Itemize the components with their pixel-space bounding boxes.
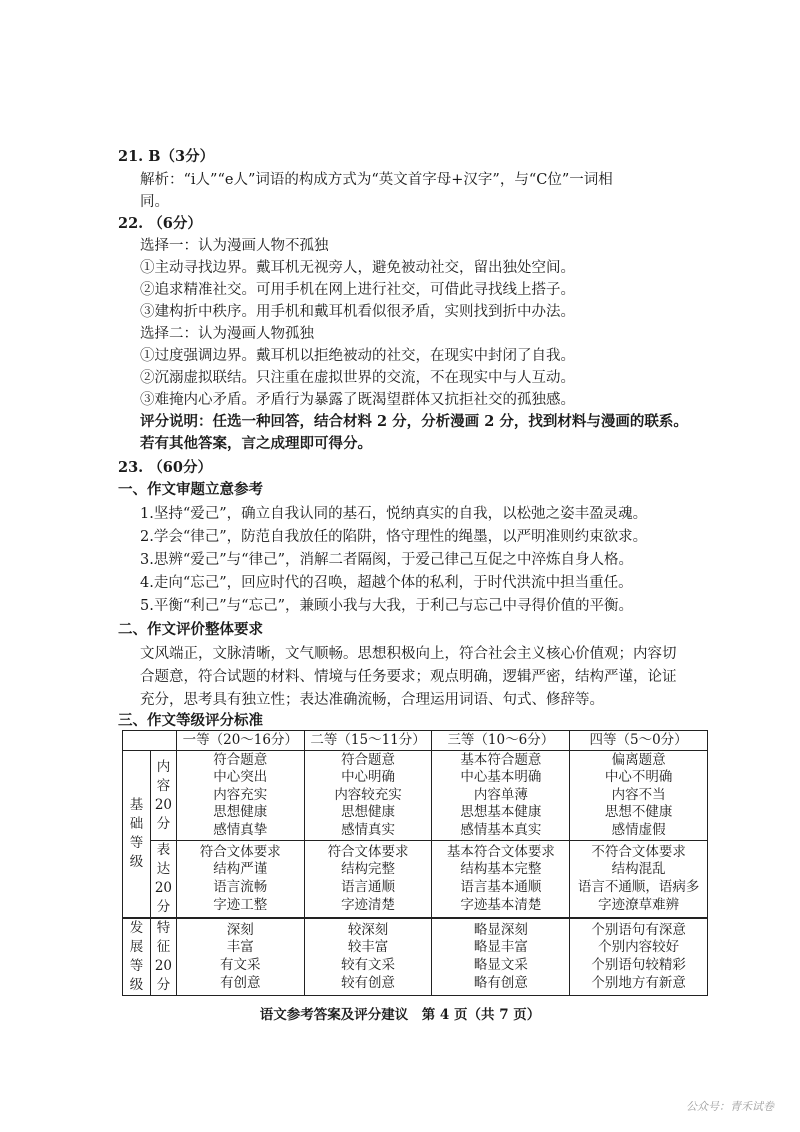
row-label-expression: 表 达 20 分 xyxy=(150,841,176,919)
table-cell: 符合文体要求 结构严谨 语言流畅 字迹工整 xyxy=(176,841,304,919)
table-cell: 基本符合文体要求 结构基本完整 语言基本通顺 字迹基本清楚 xyxy=(432,841,570,919)
table-cell: 略显深刻 略显丰富 略显文采 略有创意 xyxy=(432,918,570,996)
grading-table xyxy=(122,730,708,996)
table-row-expression xyxy=(123,841,708,919)
watermark-text: 公众号：青禾试卷 xyxy=(686,1100,774,1113)
section1-item: 2.学会“律己”，防范自我放任的陷阱，恪守理性的绳墨，以严明准则约束欲求。 xyxy=(140,529,648,545)
table-row-content xyxy=(123,751,708,841)
section1-item: 1.坚持“爱己”，确立自我认同的基石，悦纳真实的自我，以松弛之姿丰盈灵魂。 xyxy=(140,506,648,522)
row-label-content: 内 容 20 分 xyxy=(150,751,176,841)
group-label-development: 发 展 等 级 xyxy=(123,918,151,996)
page-footer: 语文参考答案及评分建议 第 4 页（共 7 页） xyxy=(259,1007,541,1023)
header-grade-4: 四等（5～0分） xyxy=(570,731,708,751)
section1-item: 3.思辨“爱己”与“律己”，消解二者隔阂，于爱己律己互促之中淬炼自身人格。 xyxy=(140,552,633,568)
section2-line: 合题意，符合试题的材料、情境与任务要求；观点明确，逻辑严密，结构严谨，论证 xyxy=(140,669,677,685)
table-cell: 偏离题意 中心不明确 内容不当 思想不健康 感情虚假 xyxy=(570,751,708,841)
section2-title: 二、作文评价整体要求 xyxy=(118,621,263,638)
header-grade-1: 一等（20～16分） xyxy=(176,731,304,751)
q22-line: ①过度强调边界。戴耳机以拒绝被动的社交，在现实中封闭了自我。 xyxy=(140,348,575,364)
q22-scoring-cont: 若有其他答案，言之成理即可得分。 xyxy=(140,435,372,452)
q22-line: ②追求精准社交。可用手机在网上进行社交，可借此寻找线上搭子。 xyxy=(140,282,575,298)
q22-line: 选择二：认为漫画人物孤独 xyxy=(140,326,314,342)
section2-line: 文风端正，文脉清晰，文气顺畅。思想积极向上，符合社会主义核心价值观；内容切 xyxy=(140,646,677,662)
q22-line: ③难掩内心矛盾。矛盾行为暴露了既渴望群体又抗拒社交的孤独感。 xyxy=(140,392,575,408)
q21-analysis: 解析：“i人”“e人”词语的构成方式为“英文首字母+汉字”，与“C位”一词相 xyxy=(140,172,613,188)
section1-item: 4.走向“忘己”，回应时代的召唤，超越个体的私利，于时代洪流中担当重任。 xyxy=(140,575,633,591)
header-grade-2: 二等（15～11分） xyxy=(304,731,432,751)
table-cell: 不符合文体要求 结构混乱 语言不通顺，语病多 字迹潦草难辨 xyxy=(570,841,708,919)
q22-line: ②沉溺虚拟联结。只注重在虚拟世界的交流，不在现实中与人互动。 xyxy=(140,370,575,386)
section2-line: 充分，思考具有独立性；表达准确流畅，合理运用词语、句式、修辞等。 xyxy=(140,692,604,708)
q21-heading: 21. B（3分） xyxy=(118,148,215,165)
q21-analysis-cont: 同。 xyxy=(140,194,169,210)
q22-line: ③建构折中秩序。用手机和戴耳机看似很矛盾，实则找到折中办法。 xyxy=(140,304,575,320)
table-cell: 符合题意 中心明确 内容较充实 思想健康 感情真实 xyxy=(304,751,432,841)
q22-line: 选择一：认为漫画人物不孤独 xyxy=(140,238,329,254)
section1-title: 一、作文审题立意参考 xyxy=(118,481,263,498)
section3-title: 三、作文等级评分标准 xyxy=(118,712,263,729)
q22-line: ①主动寻找边界。戴耳机无视旁人，避免被动社交，留出独处空间。 xyxy=(140,260,575,276)
table-cell: 个别语句有深意 个别内容较好 个别语句较精彩 个别地方有新意 xyxy=(570,918,708,996)
header-grade-3: 三等（10～6分） xyxy=(432,731,570,751)
q22-heading: 22. （6分） xyxy=(118,215,202,232)
q22-scoring: 评分说明：任选一种回答，结合材料 2 分，分析漫画 2 分，找到材料与漫画的联系。 xyxy=(140,413,688,430)
q23-heading: 23. （60分） xyxy=(118,459,212,476)
table-cell: 符合题意 中心突出 内容充实 思想健康 感情真挚 xyxy=(176,751,304,841)
table-cell: 基本符合题意 中心基本明确 内容单薄 思想基本健康 感情基本真实 xyxy=(432,751,570,841)
table-cell: 符合文体要求 结构完整 语言通顺 字迹清楚 xyxy=(304,841,432,919)
row-label-feature: 特 征 20 分 xyxy=(150,918,176,996)
table-row-development xyxy=(123,918,708,996)
table-corner-cell xyxy=(123,731,177,751)
table-cell: 较深刻 较丰富 较有文采 较有创意 xyxy=(304,918,432,996)
table-header-row xyxy=(123,731,708,751)
group-label-basic: 基 础 等 级 xyxy=(123,751,151,919)
table-cell: 深刻 丰富 有文采 有创意 xyxy=(176,918,304,996)
section1-item: 5.平衡“利己”与“忘己”，兼顾小我与大我，于利己与忘己中寻得价值的平衡。 xyxy=(140,598,633,614)
